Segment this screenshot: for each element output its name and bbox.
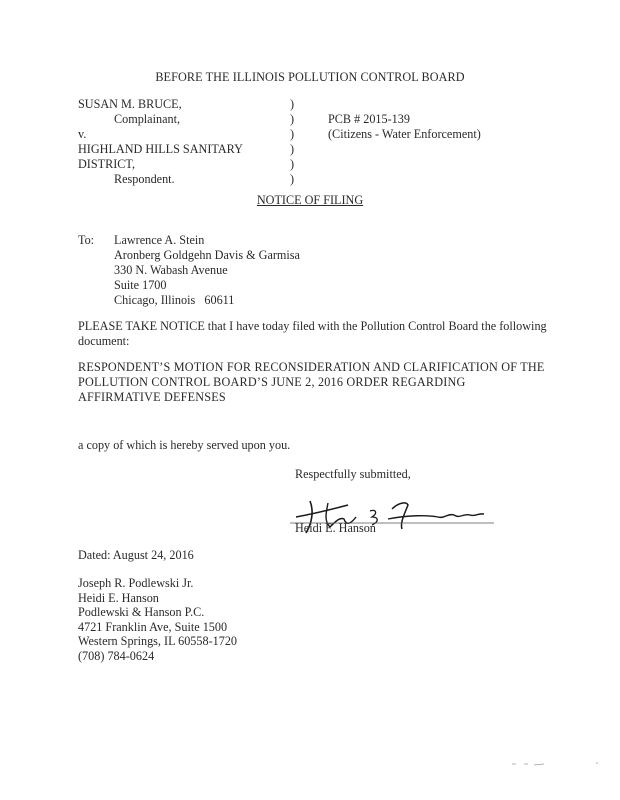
notice-title	[0, 193, 620, 208]
respondent-name-line2: DISTRICT,	[78, 157, 135, 171]
counsel-street: 4721 Franklin Ave, Suite 1500	[78, 619, 228, 634]
case-info	[328, 112, 481, 142]
motion-title-line1: RESPONDENT’S MOTION FOR RECONSIDERATION AND CLARIFICATION OF THE	[78, 360, 545, 374]
counsel-phone: (708) 784-0624	[78, 648, 155, 663]
recipient-suite: Suite 1700	[114, 278, 167, 292]
recipient-city: Chicago, Illinois 60611	[114, 293, 235, 307]
caption-paren: )	[290, 157, 295, 171]
versus-label: v.	[78, 127, 87, 141]
caption-paren: )	[290, 172, 295, 186]
case-number: PCB # 2015-139	[328, 112, 410, 126]
caption-paren: )	[290, 112, 295, 126]
recipient-firm: Aronberg Goldgehn Davis & Garmisa	[114, 248, 300, 262]
counsel-firm: Podlewski & Hanson P.C.	[78, 605, 205, 619]
case-type: (Citizens - Water Enforcement)	[328, 127, 481, 141]
motion-title-line3: AFFIRMATIVE DEFENSES	[78, 390, 226, 404]
recipient-name: Lawrence A. Stein	[114, 233, 205, 247]
scan-marks	[510, 760, 600, 768]
complainant-role: Complainant,	[114, 112, 181, 126]
counsel-city: Western Springs, IL 60558-1720	[78, 634, 238, 648]
notice-line2: document:	[78, 334, 130, 348]
caption-paren: )	[290, 142, 295, 156]
document-heading: BEFORE THE ILLINOIS POLLUTION CONTROL BOARD	[155, 70, 465, 84]
notice-paragraph	[78, 319, 547, 349]
complainant-name: SUSAN M. BRUCE,	[78, 97, 182, 111]
caption-parentheses	[290, 97, 294, 187]
signer-name: Heidi E. Hanson	[295, 521, 376, 535]
respondent-name-line1: HIGHLAND HILLS SANITARY	[78, 142, 243, 156]
caption-paren: )	[290, 127, 295, 141]
notice-line1: PLEASE TAKE NOTICE that I have today filed with the Pollution Control Board the following	[78, 319, 547, 333]
respondent-role: Respondent.	[114, 172, 175, 186]
recipient-address	[114, 233, 300, 308]
motion-title-line2: POLLUTION CONTROL BOARD’S JUNE 2, 2016 ORDER REGARDING	[78, 375, 466, 389]
counsel-attorney1: Joseph R. Podlewski Jr.	[78, 576, 194, 590]
recipient-street: 330 N. Wabash Avenue	[114, 263, 228, 277]
counsel-block	[78, 576, 237, 663]
counsel-attorney2: Heidi E. Hanson	[78, 590, 159, 605]
closing-text: Respectfully submitted,	[295, 467, 411, 481]
case-caption-parties	[78, 97, 243, 187]
served-text: a copy of which is hereby served upon you.	[78, 438, 291, 452]
caption-paren: )	[290, 97, 295, 111]
to-label: To:	[78, 233, 95, 247]
notice-title-text: NOTICE OF FILING	[256, 193, 364, 207]
motion-title	[78, 360, 545, 405]
date-line: Dated: August 24, 2016	[78, 548, 194, 562]
